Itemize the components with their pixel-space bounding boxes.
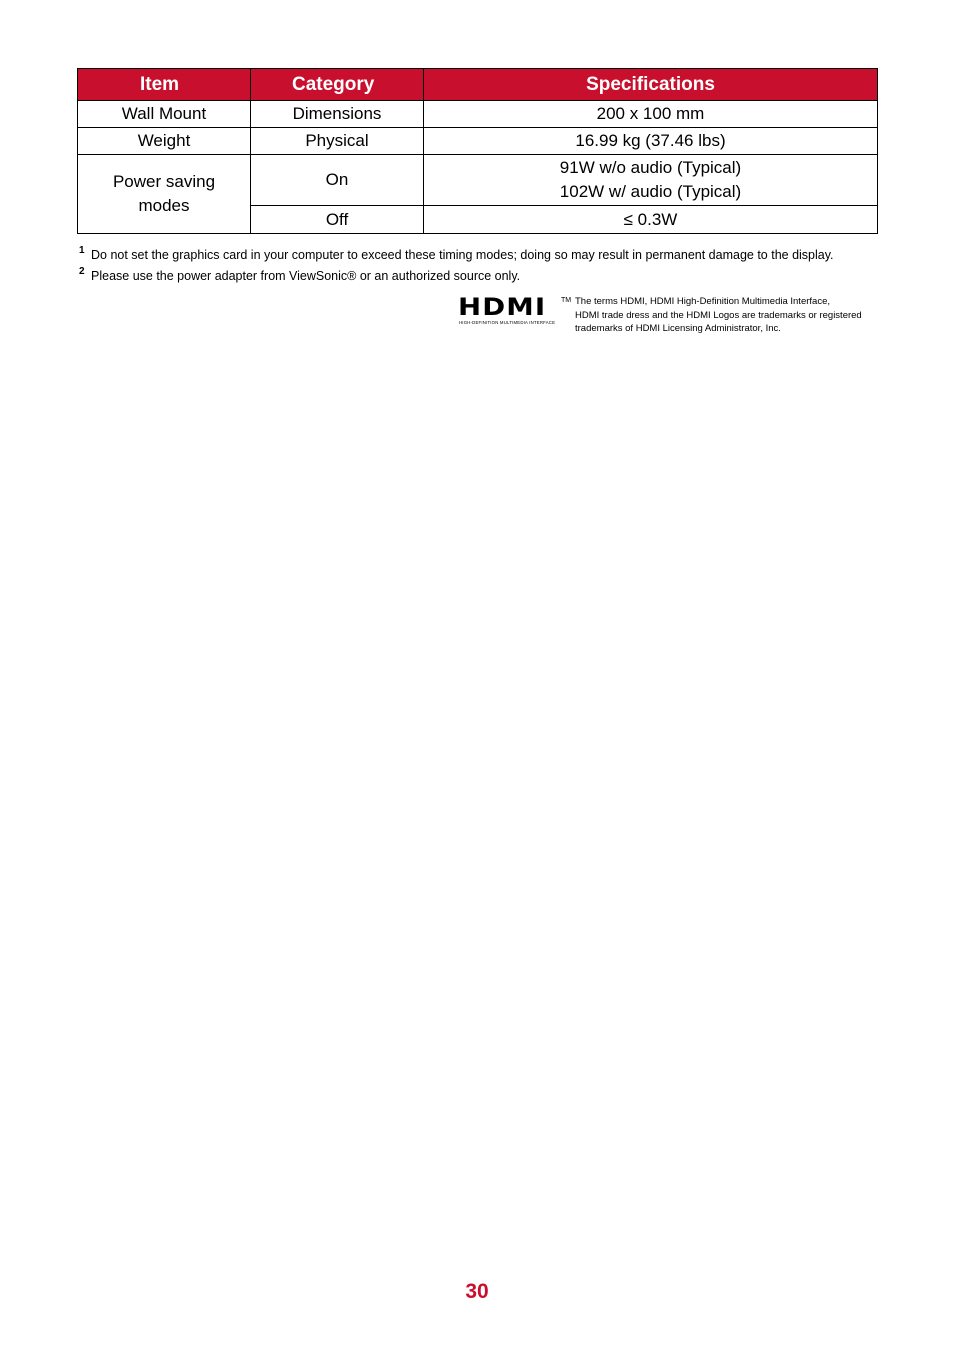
power-saving-label: Power saving modes	[112, 172, 216, 215]
cell-item	[78, 155, 251, 234]
footnote-text: Do not set the graphics card in your computer to exceed these timing modes; doing so may result in permanent damage to the display.	[91, 248, 834, 262]
spec-line: 91W w/o audio (Typical)	[559, 158, 742, 177]
hdmi-logo	[458, 293, 572, 327]
specifications-table	[77, 68, 878, 234]
footnote	[79, 266, 834, 290]
cell-spec: ≤ 0.3W	[424, 206, 878, 234]
cell-item: Weight	[78, 128, 251, 155]
hdmi-tm: TM	[561, 297, 572, 304]
cell-item: Wall Mount	[78, 101, 251, 128]
cell-category: Off	[251, 206, 424, 234]
hdmi-notice	[458, 295, 895, 336]
hdmi-trademark-text	[575, 295, 895, 336]
footnote-mark: 2	[79, 266, 85, 277]
hdmi-text-line: HDMI trade dress and the HDMI Logos are trademarks or registered	[575, 309, 862, 321]
footnote-text: Please use the power adapter from ViewSonic® or an authorized source only.	[91, 269, 521, 283]
cell-spec: 16.99 kg (37.46 lbs)	[424, 128, 878, 155]
table-row	[78, 155, 878, 206]
footnotes	[79, 245, 834, 290]
cell-category: Physical	[251, 128, 424, 155]
cell-category: Dimensions	[251, 101, 424, 128]
hdmi-text-line: The terms HDMI, HDMI High-Definition Multimedia Interface,	[575, 296, 830, 307]
header-item: Item	[78, 69, 251, 101]
hdmi-text-line: trademarks of HDMI Licensing Administrator, Inc.	[575, 323, 781, 334]
page-number: 30	[465, 1280, 489, 1303]
hdmi-logo-wordmark: HDMI	[458, 293, 547, 321]
table-row	[78, 101, 878, 128]
hdmi-tagline: HIGH-DEFINITION MULTIMEDIA INTERFACE	[459, 320, 556, 325]
cell-spec: 200 x 100 mm	[424, 101, 878, 128]
footnote-mark: 1	[79, 245, 85, 256]
cell-spec	[424, 155, 878, 206]
footnote	[79, 245, 834, 269]
spec-line: 102W w/ audio (Typical)	[559, 182, 742, 201]
header-specifications: Specifications	[424, 69, 878, 101]
cell-category: On	[251, 155, 424, 206]
table-header-row	[78, 69, 878, 101]
header-category: Category	[251, 69, 424, 101]
table-row	[78, 128, 878, 155]
